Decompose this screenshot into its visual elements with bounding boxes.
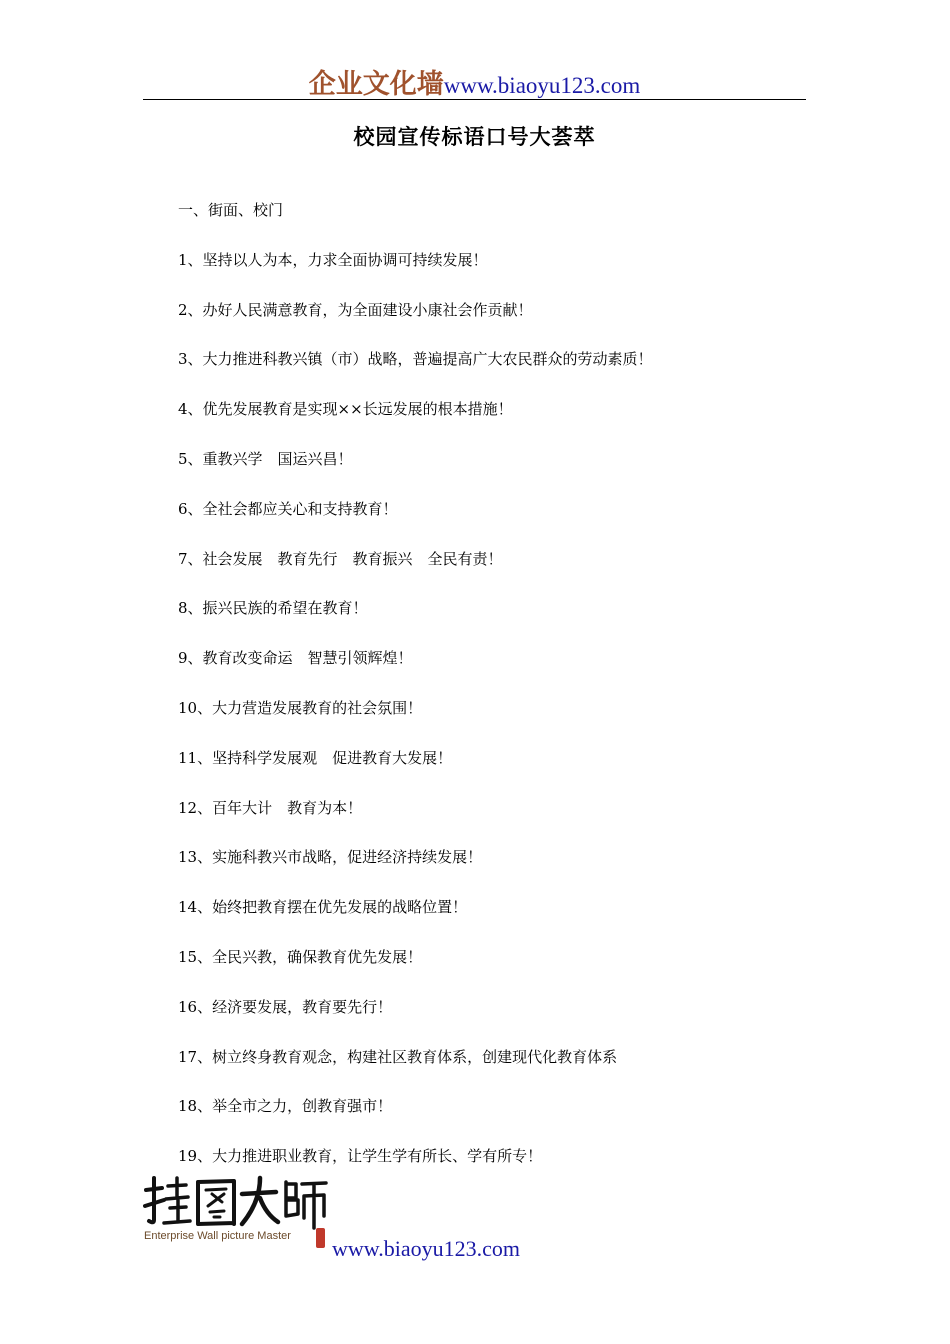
header-url-link[interactable]: www.biaoyu123.com [443,73,641,98]
slogan-item: 1、坚持以人为本，力求全面协调可持续发展！ [178,250,488,269]
slogan-item: 7、社会发展 教育先行 教育振兴 全民有责！ [178,549,503,568]
slogan-item: 8、振兴民族的希望在教育！ [178,599,368,618]
slogan-item: 3、大力推进科教兴镇（市）战略，普遍提高广大农民群众的劳动素质！ [178,350,653,369]
header-brand: 企业文化墙 [308,69,444,100]
slogan-item: 2、办好人民满意教育，为全面建设小康社会作贡献！ [178,300,533,319]
page-header [143,62,806,100]
slogan-item: 9、教育改变命运 智慧引领辉煌！ [178,649,413,668]
slogan-item: 17、树立终身教育观念，构建社区教育体系，创建现代化教育体系 [178,1047,618,1066]
slogan-item: 15、全民兴教，确保教育优先发展！ [178,947,423,966]
document-title: 校园宣传标语口号大荟萃 [353,125,596,149]
section-heading: 一、街面、校门 [178,201,284,219]
slogan-item: 13、实施科教兴市战略，促进经济持续发展！ [178,848,483,867]
header-divider [143,99,806,100]
slogan-item: 10、大力营造发展教育的社会氛围！ [178,698,423,717]
slogan-item: 18、举全市之力，创教育强市！ [178,1097,393,1116]
slogan-item: 4、优先发展教育是实现××长远发展的根本措施！ [178,400,513,419]
slogan-item: 19、大力推进职业教育，让学生学有所长、学有所专！ [178,1147,543,1166]
slogan-list [178,198,818,1194]
calligraphy-logo-icon [140,1172,330,1232]
slogan-item: 5、重教兴学 国运兴昌！ [178,449,353,468]
slogan-item: 16、经济要发展，教育要先行！ [178,997,393,1016]
footer-logo [140,1172,330,1254]
footer-url-link[interactable]: www.biaoyu123.com [332,1236,520,1261]
seal-stamp-icon [316,1228,325,1248]
slogan-item: 11、坚持科学发展观 促进教育大发展！ [178,748,453,767]
logo-tagline: Enterprise Wall picture Master [144,1230,291,1242]
slogan-item: 12、百年大计 教育为本！ [178,798,363,817]
slogan-item: 6、全社会都应关心和支持教育！ [178,499,398,518]
slogan-item: 14、始终把教育摆在优先发展的战略位置！ [178,898,468,917]
